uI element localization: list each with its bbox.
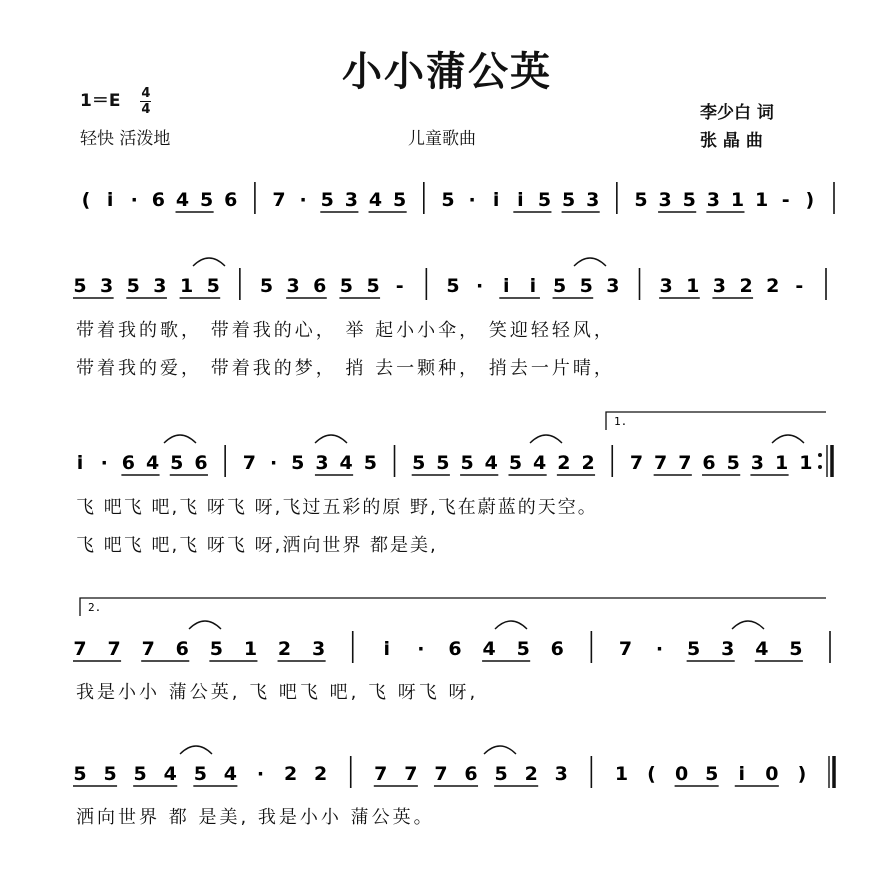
slur: [732, 621, 764, 629]
dot-duration: ·: [468, 189, 476, 211]
note: 5: [393, 189, 407, 211]
note: 3: [712, 275, 727, 297]
note: 2: [739, 275, 753, 297]
note: 5: [73, 275, 87, 297]
note: 6: [702, 452, 716, 474]
volta-number: 1.: [614, 415, 628, 428]
note: 5: [133, 763, 147, 785]
note: 4: [175, 189, 190, 211]
note: 3: [100, 275, 114, 297]
note: 0: [765, 763, 779, 785]
note: 6: [121, 452, 136, 474]
note: 4: [223, 763, 238, 785]
note: 5: [320, 189, 334, 211]
note: 7: [629, 452, 644, 474]
note: 5: [508, 452, 523, 474]
note: 1: [243, 638, 258, 660]
note: 5: [789, 638, 803, 660]
note: 3: [344, 189, 359, 211]
note: 1: [754, 189, 769, 211]
note: 4: [145, 452, 160, 474]
tempo-marking: 轻快 活泼地: [80, 129, 171, 149]
note: 5: [366, 275, 380, 297]
note: 3: [659, 275, 673, 297]
note: i: [529, 275, 537, 297]
note: 4: [484, 452, 498, 474]
note: -: [781, 189, 790, 211]
note: 7: [618, 638, 633, 660]
note: 5: [494, 763, 508, 785]
slur: [530, 435, 562, 443]
note: 5: [682, 189, 696, 211]
note: 3: [658, 189, 672, 211]
note: i: [517, 189, 524, 211]
dot-duration: ·: [130, 189, 138, 211]
note: 2: [277, 638, 292, 660]
volta-bracket: [606, 412, 826, 430]
slur: [193, 258, 225, 266]
note: 5: [552, 275, 567, 297]
note: 6: [313, 275, 327, 297]
note: 5: [726, 452, 740, 474]
song-title: 小小蒲公英: [342, 49, 552, 95]
note: 1: [614, 763, 629, 785]
note: 5: [209, 638, 223, 660]
note: 3: [706, 189, 720, 211]
note: i: [503, 275, 510, 297]
note: 3: [286, 275, 300, 297]
note: 1: [686, 275, 700, 297]
note: 6: [151, 189, 166, 211]
repeat-dot: [818, 453, 822, 457]
note: (: [81, 189, 91, 211]
note: 6: [194, 452, 208, 474]
note: i: [383, 638, 391, 660]
note: 3: [606, 275, 620, 297]
note: 7: [654, 452, 668, 474]
note: 3: [750, 452, 765, 474]
note: 0: [674, 763, 689, 785]
note: 2: [314, 763, 328, 785]
note: 1: [774, 452, 789, 474]
note: 5: [516, 638, 530, 660]
dot-duration: ·: [417, 638, 425, 660]
note: 3: [315, 452, 329, 474]
note: 3: [312, 638, 326, 660]
slur: [574, 258, 606, 266]
note: 7: [374, 763, 388, 785]
note: 5: [170, 452, 184, 474]
note: 1: [179, 275, 194, 297]
volta-bracket: [80, 598, 826, 616]
slur: [180, 746, 212, 754]
note: 4: [533, 452, 547, 474]
time-top: 4: [141, 85, 151, 101]
note: 5: [363, 452, 377, 474]
dot-duration: ·: [269, 452, 278, 474]
note: 3: [153, 275, 167, 297]
dot-duration: ·: [100, 452, 108, 474]
note: 7: [107, 638, 121, 660]
note: 5: [687, 638, 701, 660]
note: 5: [705, 763, 719, 785]
note: 3: [586, 189, 600, 211]
dot-duration: ·: [299, 189, 307, 211]
note: 4: [163, 763, 177, 785]
note: 4: [368, 189, 383, 211]
lyrics-line: 带着我的歌， 带着我的心， 举 起小小伞， 笑迎轻轻风，: [76, 320, 615, 341]
key-label: 1＝E: [80, 91, 121, 111]
note: (: [647, 763, 656, 785]
note: 4: [482, 638, 496, 660]
note: 5: [634, 189, 648, 211]
note: i: [738, 763, 746, 785]
note: 5: [446, 275, 460, 297]
note: 2: [581, 452, 595, 474]
slur: [315, 435, 347, 443]
note: 2: [524, 763, 538, 785]
lyrics-line: 飞 吧飞 吧,飞 呀飞 呀,洒向世界 都是美,: [76, 535, 438, 556]
note: 5: [103, 763, 117, 785]
note: i: [76, 452, 84, 474]
note: 5: [193, 763, 207, 785]
slur: [189, 621, 221, 629]
note: 6: [550, 638, 564, 660]
dot-duration: ·: [476, 275, 484, 297]
slur: [495, 621, 527, 629]
note: 7: [141, 638, 155, 660]
note: 6: [448, 638, 462, 660]
note: i: [492, 189, 500, 211]
note: 5: [73, 763, 87, 785]
note: 4: [339, 452, 353, 474]
dot-duration: ·: [655, 638, 664, 660]
note: 5: [339, 275, 354, 297]
note: 1: [799, 452, 813, 474]
dot-duration: ·: [256, 763, 265, 785]
genre-label: 儿童歌曲: [408, 129, 476, 149]
note: 5: [126, 275, 140, 297]
note: 5: [441, 189, 455, 211]
note: -: [795, 275, 804, 297]
note: 4: [755, 638, 769, 660]
note: 6: [224, 189, 238, 211]
composer-credit: 张 晶 曲: [700, 131, 763, 151]
note: 3: [554, 763, 568, 785]
note: 6: [175, 638, 189, 660]
note: 5: [460, 452, 474, 474]
note: 2: [766, 275, 780, 297]
note: 7: [404, 763, 418, 785]
note: 5: [537, 189, 552, 211]
note: 5: [412, 452, 426, 474]
note: 7: [242, 452, 256, 474]
lyrics-line: 飞 吧飞 吧,飞 呀飞 呀,飞过五彩的原 野,飞在蔚蓝的天空。: [76, 497, 598, 518]
time-bottom: 4: [141, 101, 151, 117]
note: 6: [464, 763, 478, 785]
note: 5: [579, 275, 593, 297]
volta-number: 2.: [88, 601, 102, 614]
note: 7: [73, 638, 87, 660]
note: 5: [561, 189, 576, 211]
note: 5: [200, 189, 214, 211]
slur: [164, 435, 196, 443]
note: 5: [436, 452, 450, 474]
note: i: [106, 189, 114, 211]
lyricist-credit: 李少白 词: [700, 103, 774, 123]
slur: [484, 746, 516, 754]
note: 5: [259, 275, 274, 297]
repeat-dot: [818, 465, 822, 469]
note: 3: [721, 638, 735, 660]
note: 5: [291, 452, 305, 474]
slur: [772, 435, 804, 443]
lyrics-line: 洒向世界 都 是美, 我是小小 蒲公英。: [76, 807, 435, 828]
note: 5: [206, 275, 220, 297]
note: 7: [678, 452, 692, 474]
note: ): [797, 763, 807, 785]
note: 7: [272, 189, 286, 211]
note: 2: [283, 763, 298, 785]
lyrics-line: 带着我的爱， 带着我的梦， 捎 去一颗种， 捎去一片晴，: [76, 358, 615, 379]
lyrics-line: 我是小小 蒲公英, 飞 吧飞 吧, 飞 呀飞 呀,: [76, 682, 479, 703]
note: -: [395, 275, 404, 297]
note: ): [805, 189, 815, 211]
note: 7: [434, 763, 448, 785]
note: 1: [730, 189, 745, 211]
note: 2: [557, 452, 571, 474]
